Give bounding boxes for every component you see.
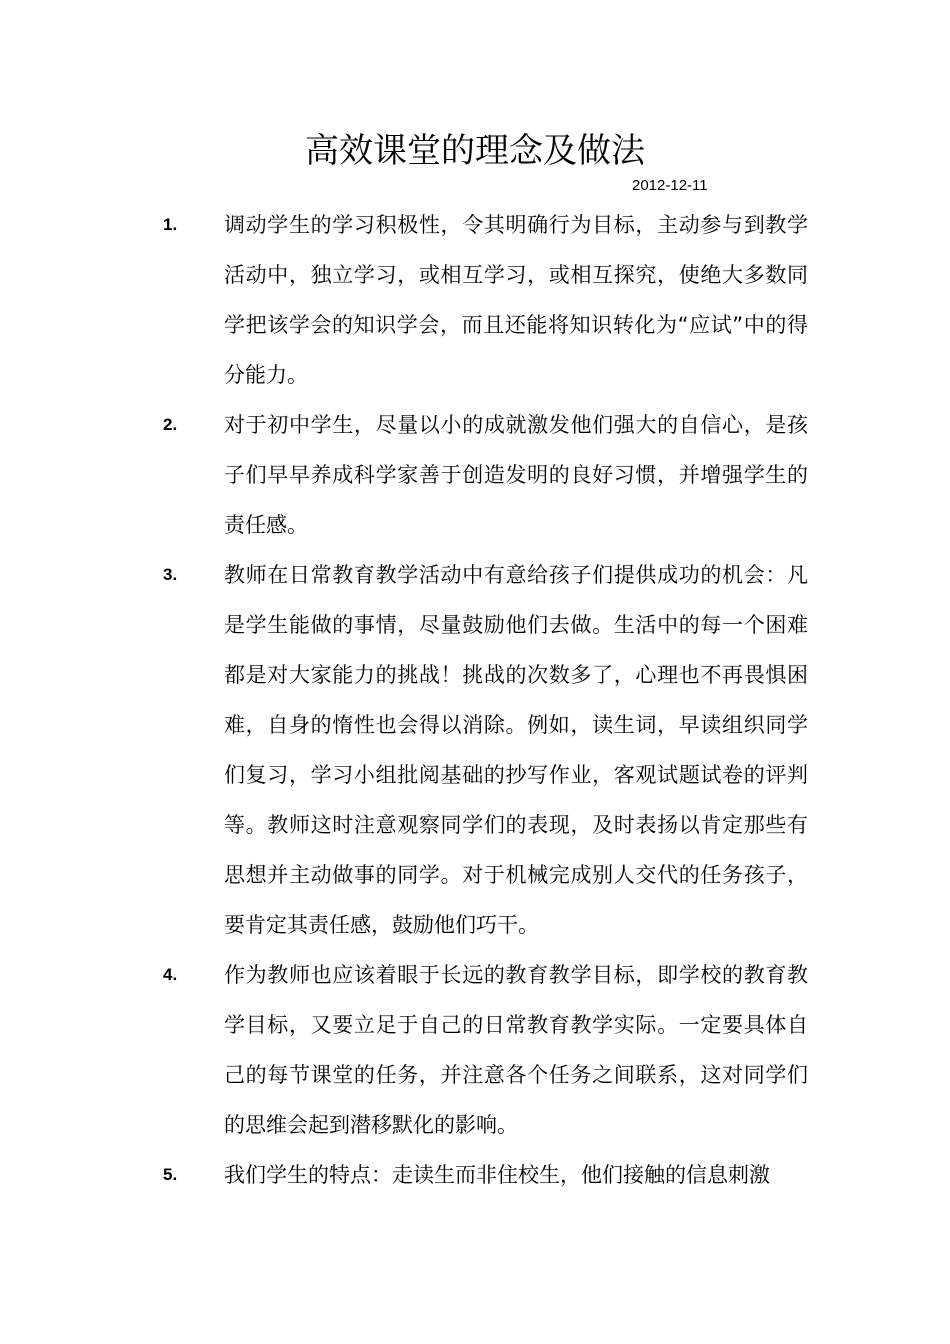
list-item-number: 2. [163,415,178,434]
list-item-number: 4. [163,965,178,984]
list-item-number: 3. [163,565,178,584]
list-item-text: 教师在日常教育教学活动中有意给孩子们提供成功的机会：凡是学生能做的事情，尽量鼓励他们去做。生活中的每一个困难都是对大家能力的挑战！挑战的次数多了，心理也不再畏惧困难，自身的惰性也会得以消除。例如，读生词，早读组织同学们复习，学习小组批阅基础的抄写作业，客观试题试卷的评判等。教师这时注意观察同学们的表现，及时表扬以肯定那些有思想并主动做事的同学。对于机械完成别人交代的任务孩子，要肯定其责任感，鼓励他们巧干。 [224,563,808,937]
list-item [0,950,950,1150]
list-item-number: 5. [163,1165,178,1184]
list-item [0,1150,950,1200]
list-item-text: 我们学生的特点：走读生而非住校生，他们接触的信息刺激 [224,1163,770,1187]
document-date: 2012-12-11 [632,177,708,194]
list-item [0,200,950,400]
list-item-text: 作为教师也应该着眼于长远的教育教学目标，即学校的教育教学目标，又要立足于自己的日常教育教学实际。一定要具体自己的每节课堂的任务，并注意各个任务之间联系，这对同学们的思维会起到潜移默化的影响。 [224,963,808,1137]
numbered-list [0,200,950,1200]
list-item-text: 调动学生的学习积极性，令其明确行为目标，主动参与到教学活动中，独立学习，或相互学习，或相互探究，使绝大多数同学把该学会的知识学会，而且还能将知识转化为“应试”中的得分能力。 [224,213,808,387]
list-item [0,550,950,950]
document-title: 高效课堂的理念及做法 [305,131,645,171]
list-item-number: 1. [163,215,178,234]
list-item-text: 对于初中学生，尽量以小的成就激发他们强大的自信心，是孩子们早早养成科学家善于创造发明的良好习惯，并增强学生的责任感。 [224,413,808,537]
list-item [0,400,950,550]
